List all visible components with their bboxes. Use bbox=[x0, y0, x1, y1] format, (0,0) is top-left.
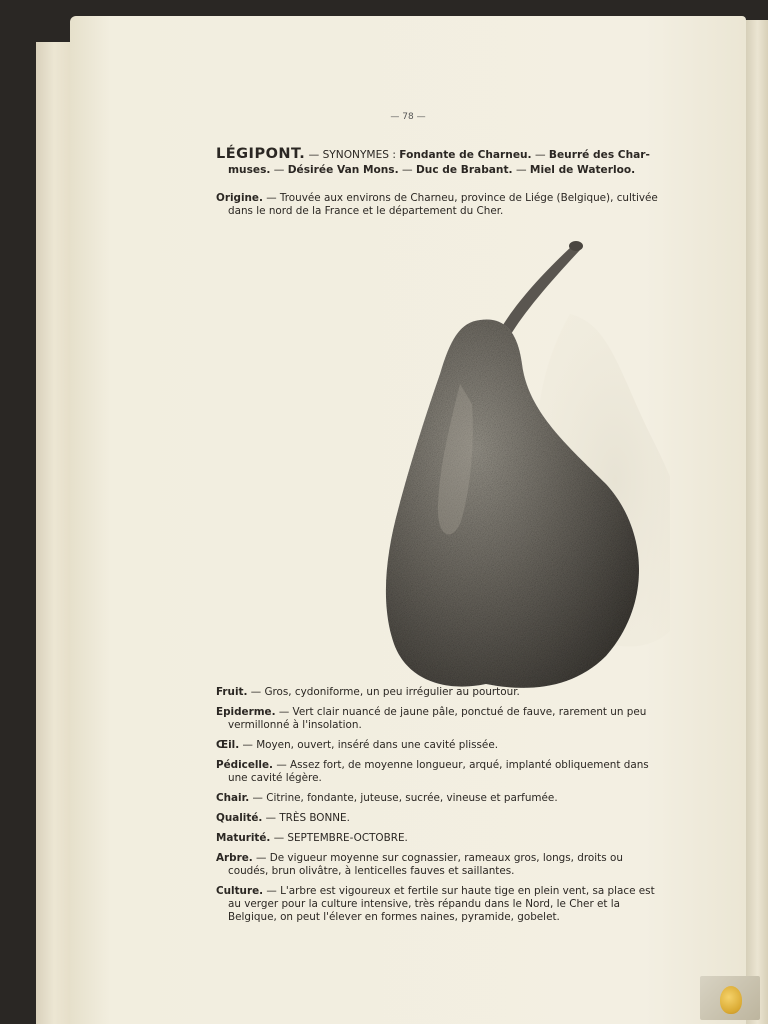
entry-culture bbox=[216, 885, 670, 924]
dash: — bbox=[273, 164, 285, 176]
page-number: — 78 — bbox=[390, 112, 426, 122]
origin-paragraph bbox=[216, 192, 670, 218]
origin-text-line2: dans le nord de la France et le département du Cher. bbox=[228, 205, 504, 217]
entry-label: Pédicelle. bbox=[216, 759, 273, 771]
synonym-5: Miel de Waterloo. bbox=[529, 164, 636, 176]
entry-text: — De vigueur moyenne sur cognassier, rameaux gros, longs, droits ou bbox=[256, 852, 623, 864]
fruit-icon bbox=[720, 986, 742, 1014]
cultivar-header bbox=[216, 148, 670, 177]
corner-thumbnail bbox=[700, 976, 760, 1020]
stem-tip bbox=[569, 241, 583, 251]
entry-text: — Moyen, ouvert, inséré dans une cavité plissée. bbox=[242, 739, 499, 751]
origin-text-line1: — Trouvée aux environs de Charneu, province de Liége (Belgique), cultivée bbox=[266, 192, 658, 204]
entry-text: — L'arbre est vigoureux et fertile sur haute tige en plein vent, sa place est bbox=[266, 885, 655, 897]
entry-arbre bbox=[216, 852, 670, 878]
entry-maturite bbox=[216, 832, 670, 845]
entry-label: Chair. bbox=[216, 792, 250, 804]
entry-oeil bbox=[216, 739, 670, 752]
entry-label: Qualité. bbox=[216, 812, 263, 824]
synonym-1: Fondante de Charneu. bbox=[399, 149, 532, 161]
synonym-2-end: muses. bbox=[228, 164, 271, 176]
dash: — bbox=[534, 149, 546, 161]
entry-fruit bbox=[216, 686, 670, 699]
entry-text-cont: Belgique, on peut l'élever en formes naines, pyramide, gobelet. bbox=[228, 911, 560, 923]
entry-qualite bbox=[216, 812, 670, 825]
entry-label: Arbre. bbox=[216, 852, 253, 864]
entry-text: — TRÈS BONNE. bbox=[265, 812, 350, 824]
dash: — bbox=[402, 164, 413, 176]
entry-text-cont: une cavité légère. bbox=[228, 772, 322, 784]
entry-epiderme bbox=[216, 706, 670, 732]
entry-text: — Citrine, fondante, juteuse, sucrée, vineuse et parfumée. bbox=[252, 792, 558, 804]
entry-text: — Vert clair nuancé de jaune pâle, ponctué de fauve, rarement un peu bbox=[278, 706, 647, 718]
origin-label: Origine. bbox=[216, 192, 263, 204]
entry-label: Culture. bbox=[216, 885, 264, 897]
pear-illustration bbox=[310, 224, 670, 694]
synonym-3: Désirée Van Mons. bbox=[287, 164, 399, 176]
entry-text: — Gros, cydoniforme, un peu irrégulier au pourtour. bbox=[250, 686, 520, 698]
header-line-1 bbox=[216, 148, 670, 162]
entry-label: Œil. bbox=[216, 739, 240, 751]
entry-label: Maturité. bbox=[216, 832, 271, 844]
synonym-4: Duc de Brabant. bbox=[415, 164, 513, 176]
synonym-2: Beurré des Char- bbox=[548, 149, 650, 161]
entry-text-cont: au verger pour la culture intensive, très répandu dans le Nord, le Cher et la bbox=[228, 898, 621, 910]
entry-text: — Assez fort, de moyenne longueur, arqué, implanté obliquement dans bbox=[276, 759, 649, 771]
synonyms-intro: — SYNONYMES : bbox=[308, 149, 396, 161]
dash: — bbox=[515, 164, 527, 176]
entry-chair bbox=[216, 792, 670, 805]
entry-pedicelle bbox=[216, 759, 670, 785]
entry-text: — SEPTEMBRE-OCTOBRE. bbox=[273, 832, 408, 844]
entry-label: Epiderme. bbox=[216, 706, 276, 718]
entry-text-cont: coudés, brun olivâtre, à lenticelles fauves et saillantes. bbox=[228, 865, 515, 877]
header-line-2 bbox=[216, 164, 670, 177]
cultivar-name: LÉGIPONT. bbox=[216, 146, 306, 162]
entry-text-cont: vermillonné à l'insolation. bbox=[228, 719, 362, 731]
book-page bbox=[70, 16, 746, 1024]
entry-label: Fruit. bbox=[216, 686, 248, 698]
description-entries bbox=[216, 686, 670, 931]
